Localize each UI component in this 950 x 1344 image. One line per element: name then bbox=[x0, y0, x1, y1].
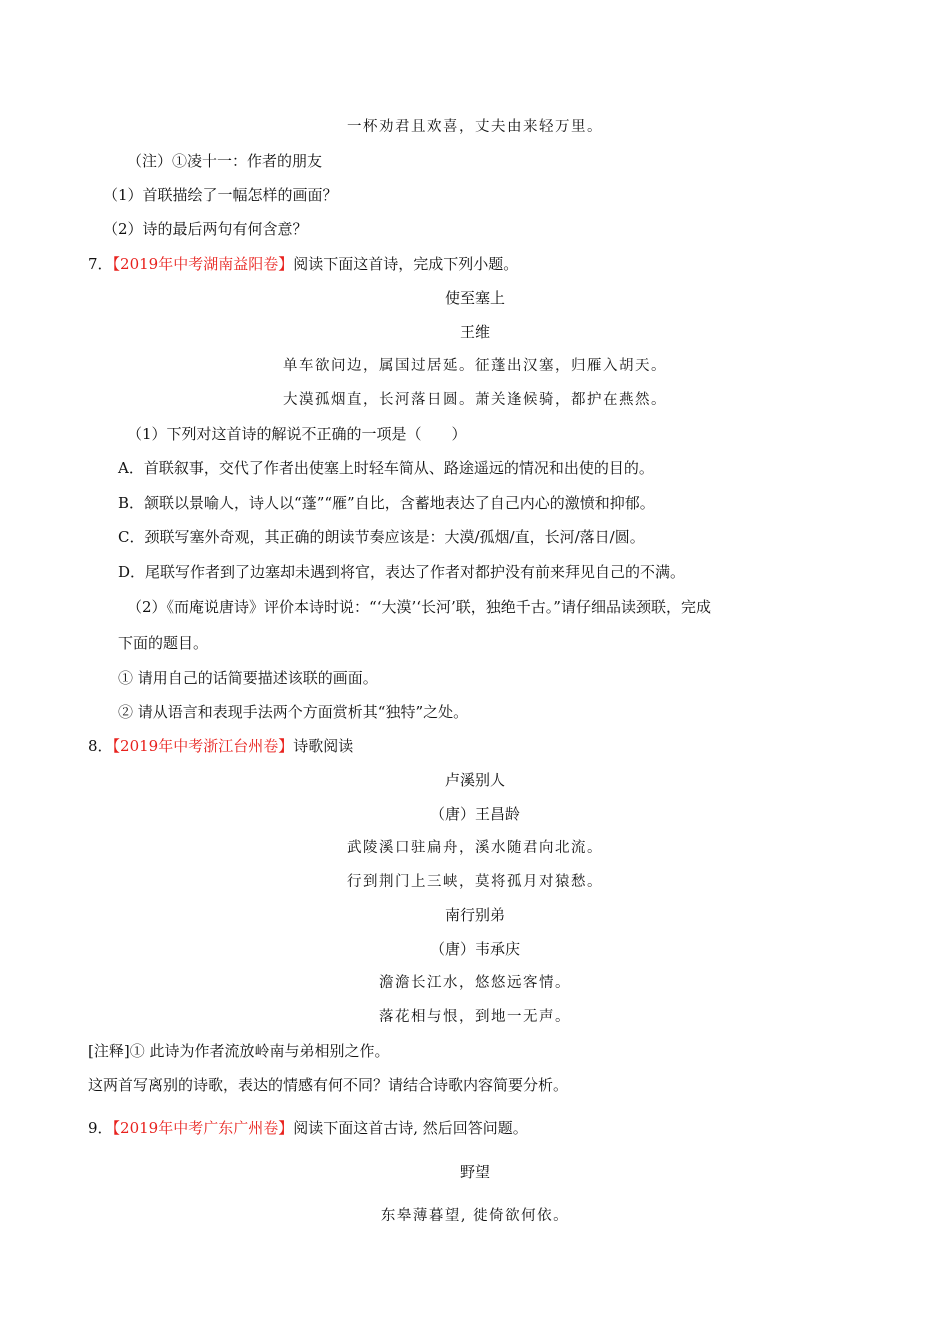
question-number: 8． bbox=[88, 737, 113, 755]
poem-line: 东皋薄暮望, 徙倚欲何依。 bbox=[380, 1208, 570, 1224]
sub-question: （1）首联描绘了一幅怎样的画面？ bbox=[103, 186, 338, 204]
poem-line: 落花相与恨，到地一无声。 bbox=[379, 1009, 571, 1025]
question-source: 【2019年中考浙江台州卷】 bbox=[112, 737, 294, 755]
sub-item: ① 请用自己的话简要描述该联的画面。 bbox=[118, 669, 378, 687]
poem-line: 行到荆门上三峡，莫将孤月对猿愁。 bbox=[347, 874, 603, 890]
question-9-heading bbox=[88, 1118, 528, 1138]
poem-line: 武陵溪口驻扁舟，溪水随君向北流。 bbox=[347, 840, 603, 856]
poem-author: （唐）王昌龄 bbox=[429, 805, 520, 823]
poem-title: 卢溪别人 bbox=[444, 771, 505, 789]
question-7-heading bbox=[88, 254, 518, 274]
poem-line: 单车欲问边，属国过居延。征蓬出汉塞，归雁入胡天。 bbox=[283, 358, 667, 374]
question-instruction: 阅读下面这首诗，完成下列小题。 bbox=[293, 255, 519, 273]
poem-line: 大漠孤烟直，长河落日圆。萧关逢候骑，都护在燕然。 bbox=[283, 392, 667, 408]
poem-author: （唐）韦承庆 bbox=[429, 940, 520, 958]
sub-question-cont: 下面的题目。 bbox=[118, 634, 209, 652]
poem-line: 澹澹长江水，悠悠远客情。 bbox=[379, 975, 571, 991]
question-instruction: 阅读下面这首古诗, 然后回答问题。 bbox=[293, 1119, 528, 1137]
option-b: B．颔联以景喻人，诗人以“蓬”“雁”自比，含蓄地表达了自己内心的激愤和抑郁。 bbox=[118, 494, 655, 512]
poem-title: 南行别弟 bbox=[444, 906, 505, 924]
annotation-note: （注）①凌十一：作者的朋友 bbox=[127, 152, 323, 170]
question-8-heading bbox=[88, 736, 353, 756]
poem-title: 使至塞上 bbox=[444, 289, 505, 307]
annotation-note: [注释]① 此诗为作者流放岭南与弟相别之作。 bbox=[88, 1042, 390, 1060]
question-source: 【2019年中考广东广州卷】 bbox=[112, 1119, 294, 1137]
poem-line: 一杯劝君且欢喜，丈夫由来轻万里。 bbox=[347, 119, 603, 135]
question-number: 9． bbox=[88, 1119, 113, 1137]
option-a: A．首联叙事，交代了作者出使塞上时轻车简从、路途遥远的情况和出使的目的。 bbox=[118, 459, 654, 477]
poem-title: 野望 bbox=[459, 1163, 490, 1181]
question-number: 7． bbox=[88, 255, 113, 273]
sub-item: ② 请从语言和表现手法两个方面赏析其“独特”之处。 bbox=[118, 703, 469, 721]
poem-author: 王维 bbox=[459, 323, 490, 341]
sub-question: （2）诗的最后两句有何含意？ bbox=[103, 220, 308, 238]
sub-question: （2）《而庵说唐诗》评价本诗时说：“‘大漠’‘长河’联，独绝千古。”请仔细品读颈联，完成 bbox=[127, 598, 711, 616]
option-c: C．颈联写塞外奇观，其正确的朗读节奏应该是：大漠/孤烟/直，长河/落日/圆。 bbox=[118, 528, 645, 546]
question-source: 【2019年中考湖南益阳卷】 bbox=[112, 255, 294, 273]
option-d: D．尾联写作者到了边塞却未遇到将官，表达了作者对都护没有前来拜见自己的不满。 bbox=[118, 563, 686, 581]
sub-question: （1）下列对这首诗的解说不正确的一项是（ ） bbox=[127, 425, 467, 443]
question-instruction: 诗歌阅读 bbox=[293, 737, 354, 755]
question-text: 这两首写离别的诗歌，表达的情感有何不同？请结合诗歌内容简要分析。 bbox=[88, 1076, 569, 1094]
